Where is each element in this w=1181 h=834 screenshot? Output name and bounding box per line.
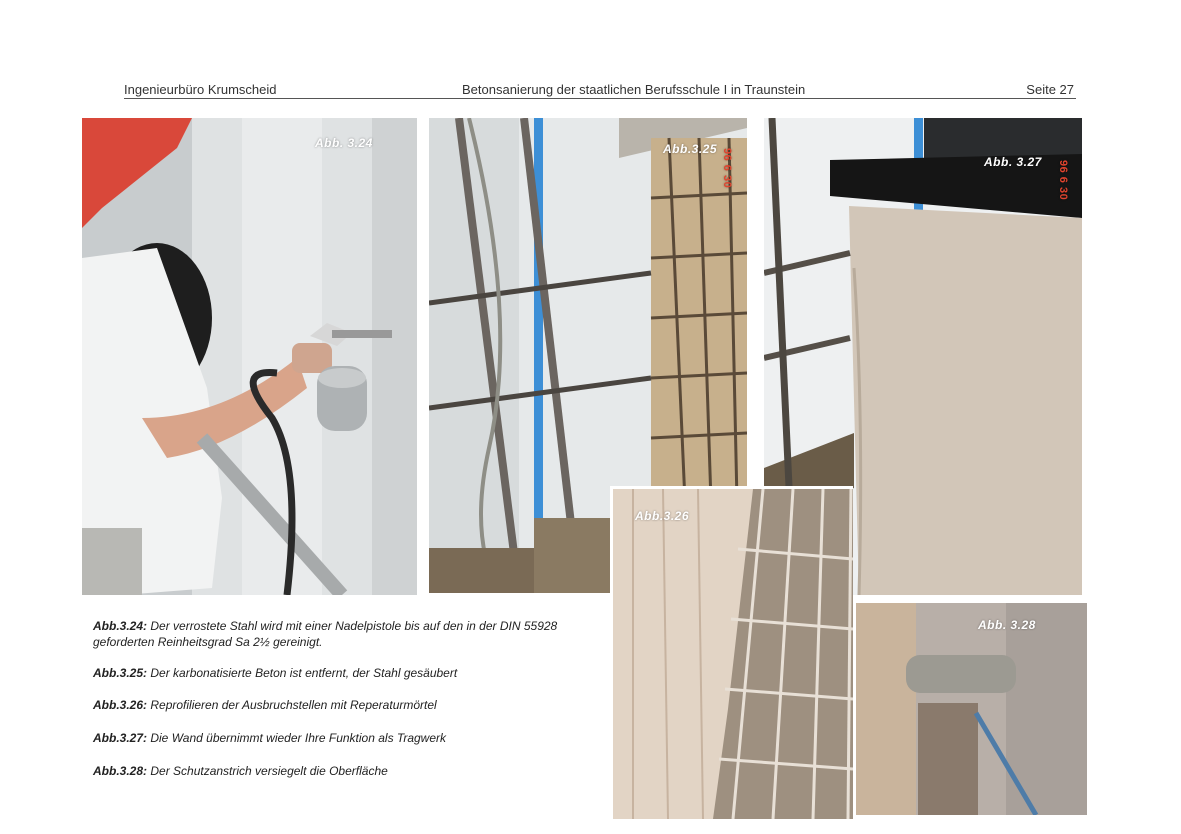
header-project-title: Betonsanierung der staatlichen Berufsschule I in Traunstein [462,82,806,97]
figure-label: Abb. 3.27 [984,155,1042,169]
header-company: Ingenieurbüro Krumscheid [124,82,277,97]
photo-abb-3-28 [853,600,1087,815]
caption-text: Der Schutzanstrich versiegelt die Oberfläche [147,764,388,778]
figure-label: Abb.3.25 [663,142,718,156]
caption-3-24 [93,618,603,650]
caption-id: Abb.3.27: [93,731,148,745]
photo-repair-mortar [613,489,853,819]
caption-text: Der karbonatisierte Beton ist entfernt, der Stahl gesäubert [147,666,458,680]
figure-label: Abb. 3.24 [315,136,373,150]
figure-label: Abb.3.26 [635,509,690,523]
photo-protective-coating [856,603,1087,815]
photo-abb-3-24 [82,118,417,595]
caption-3-28 [93,763,603,779]
caption-3-26 [93,697,603,713]
caption-id: Abb.3.25: [93,666,148,680]
caption-text: Reprofilieren der Ausbruchstellen mit Reperaturmörtel [147,698,437,712]
caption-id: Abb.3.24: [93,619,148,633]
caption-id: Abb.3.28: [93,764,148,778]
date-stamp: 96 6 30 [721,148,733,189]
date-stamp: 96 6 30 [1057,160,1069,201]
caption-3-27 [93,730,603,746]
photo-worker-blasting [82,118,417,595]
caption-text: Die Wand übernimmt wieder Ihre Funktion als Tragwerk [147,731,447,745]
page-header [124,80,1076,99]
figure-label: Abb. 3.28 [978,618,1036,632]
caption-text: Der verrostete Stahl wird mit einer Nadelpistole bis auf den in der DIN 55928 geforderten Reinheitsgrad Sa 2½ gereinigt. [93,619,558,649]
caption-3-25 [93,665,603,681]
photo-abb-3-26 [610,486,853,819]
header-page-number: Seite 27 [1026,82,1074,97]
caption-id: Abb.3.26: [93,698,148,712]
